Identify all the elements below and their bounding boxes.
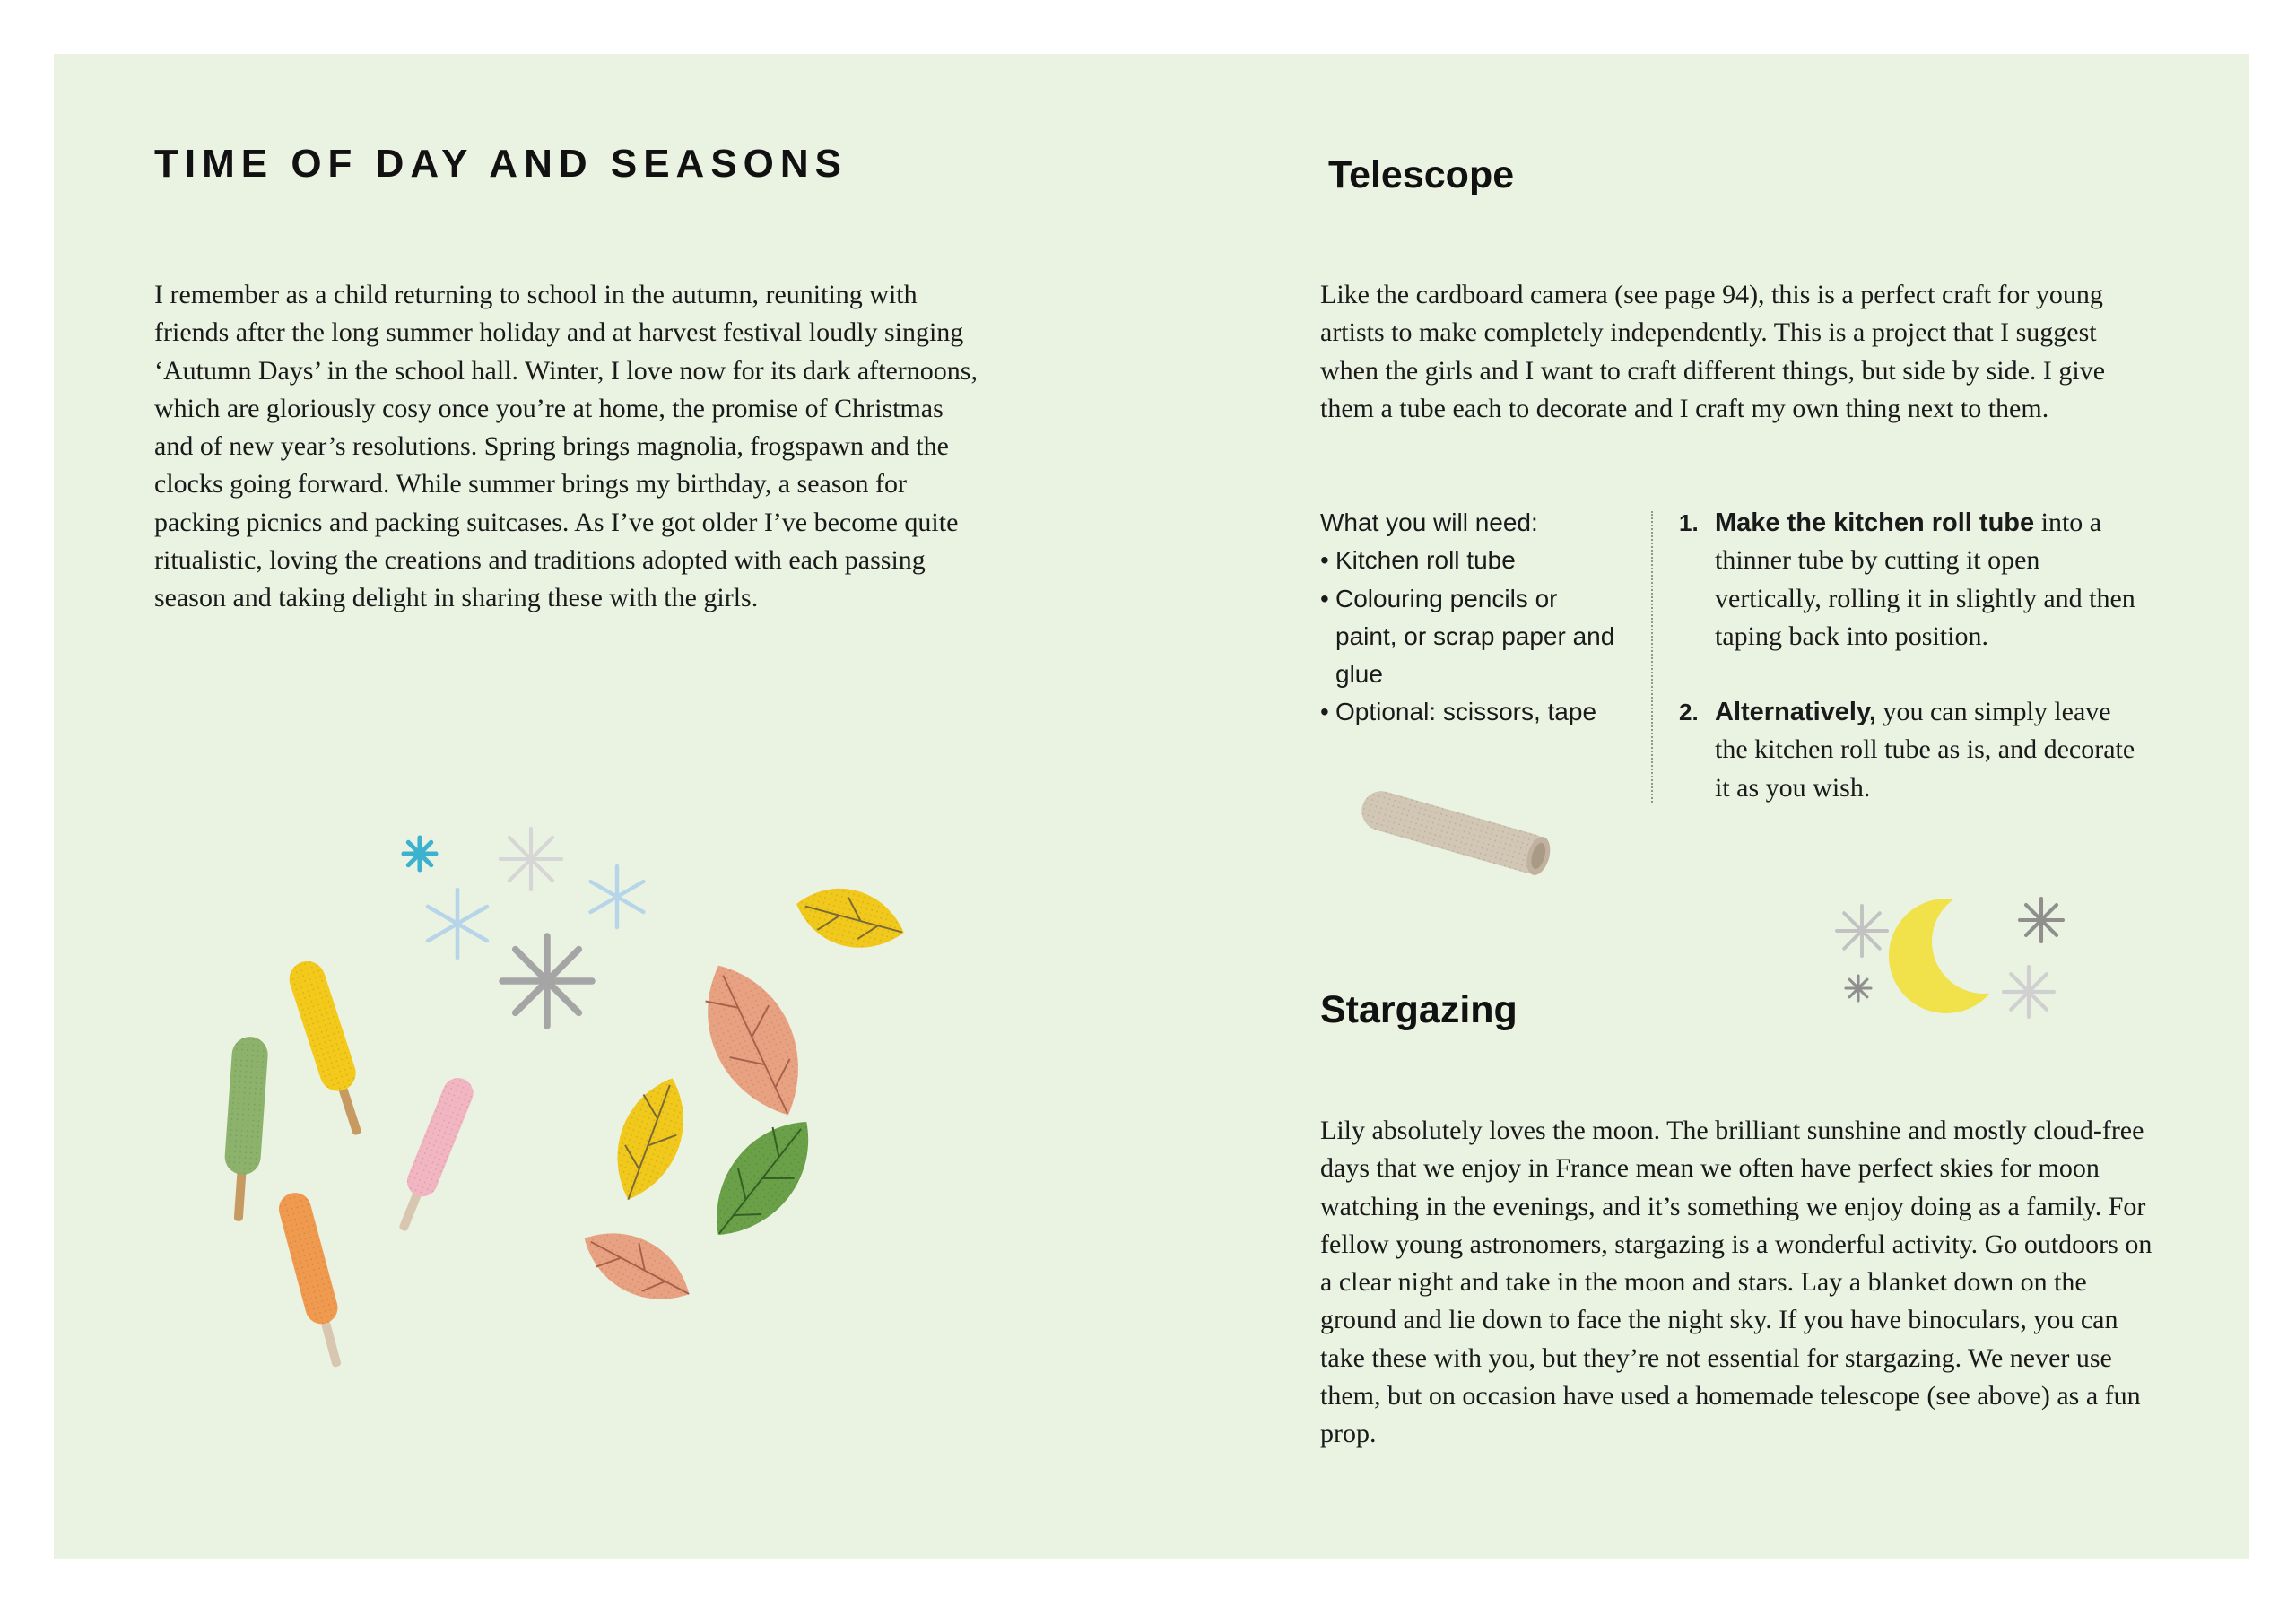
step-text: you can simply leave the kitchen roll tube as is, and decorate it as you wish. <box>1715 697 2135 803</box>
material-item: • Optional: scissors, tape <box>1320 693 1616 731</box>
crescent-moon-icon <box>1889 899 2004 1013</box>
dotted-divider <box>1651 511 1653 803</box>
snowflake-icon <box>404 838 436 870</box>
snowflake-icon <box>428 890 487 958</box>
snowflake-icon <box>502 936 592 1026</box>
stargazing-paragraph: Lily absolutely loves the moon. The brilliant sunshine and mostly cloud-free days that we enjoy in France mean we often have perfect skies for moon watching in the evenings, and it’s something we enjoy doing as a family. For fellow young astronomers, stargazing is a wonderful activity. Go outdoors on a clear night and take in the moon and stars. Lay a blanket down on the ground and lie down to face the night sky. If you have binoculars, you can take these with you, but they’re not essential for stargazing. We never use them, but on occasion have used a homemade telescope (see above) as a fun prop. <box>1320 1116 2152 1449</box>
step-item <box>1679 693 2145 807</box>
material-item: • Colouring pencils or paint, or scrap paper and glue <box>1320 580 1616 694</box>
intro-paragraph: I remember as a child returning to school in the autumn, reuniting with friends after the long summer holiday and at harvest festival loudly singing ‘Autumn Days’ in the school hall. Winter, I love now for its dark afternoons, which are gloriously cosy once you’re at home, the promise of Christmas and of new year’s resolutions. Spring brings magnolia, frogspawn and the clocks going forward. While summer brings my birthday, a season for packing picnics and packing suitcases. As I’ve got older I’ve become quite ritualistic, loving the creations and traditions adopted with each passing season and taking delight in sharing these with the girls. <box>154 280 978 613</box>
step-number: 2. <box>1679 699 1699 726</box>
leaf-icon <box>789 877 911 960</box>
snowflake-icon <box>500 829 561 890</box>
leaf-icon <box>600 1068 700 1210</box>
step-number: 1. <box>1679 509 1699 536</box>
materials-heading: What you will need: <box>1320 508 1538 536</box>
star-icon <box>1837 906 1887 956</box>
ice-lolly-icon <box>275 1189 353 1371</box>
star-icon <box>2004 967 2054 1017</box>
moon-and-stars-illustration <box>1830 888 2081 1031</box>
ice-lolly-icon <box>284 957 374 1140</box>
star-icon <box>1846 976 1871 1001</box>
leaf-icon <box>683 949 824 1132</box>
seasons-illustration <box>179 807 933 1381</box>
step-text: into a thinner tube by cutting it open vertically, rolling it in slightly and then taping back into position. <box>1715 508 2135 651</box>
leaf-icon <box>572 1215 702 1318</box>
telescope-heading: Telescope <box>1328 153 1515 196</box>
step-item <box>1679 504 2145 656</box>
ice-lolly-icon <box>221 1036 269 1222</box>
step-lead: Alternatively, <box>1715 698 1876 727</box>
telescope-intro: Like the cardboard camera (see page 94), this is a perfect craft for young artists to make completely independently. This is a project that I suggest when the girls and I want to craft different things, but side by side. I give them a tube each to decorate and I craft my own thing next to them. <box>1320 280 2106 423</box>
leaf-icon <box>692 1102 831 1255</box>
material-item: • Kitchen roll tube <box>1320 542 1616 579</box>
ice-lolly-icon <box>388 1073 478 1236</box>
step-lead: Make the kitchen roll tube <box>1715 508 2035 537</box>
page-title: TIME OF DAY AND SEASONS <box>154 142 848 186</box>
materials-list <box>1320 504 1616 732</box>
instruction-steps <box>1679 504 2145 807</box>
star-icon <box>2020 899 2063 942</box>
kitchen-roll-tube-icon <box>1344 780 1568 888</box>
stargazing-heading: Stargazing <box>1320 988 1518 1031</box>
materials-items <box>1320 542 1616 731</box>
snowflake-icon <box>591 866 644 927</box>
